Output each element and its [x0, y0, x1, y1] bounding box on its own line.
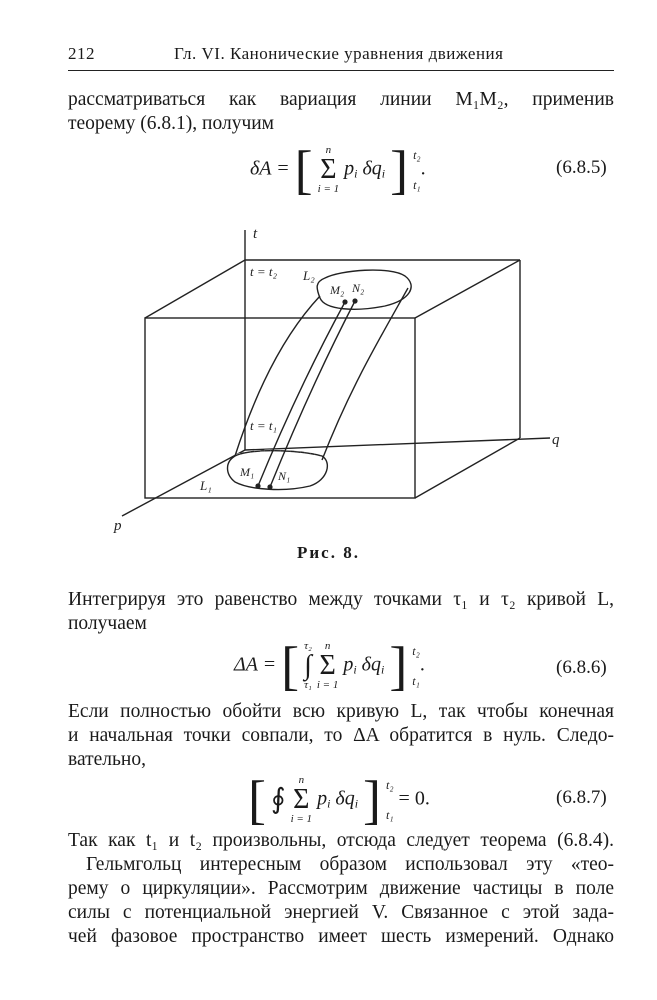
eq5-limit-upper: t₂: [413, 148, 421, 162]
label-t-eq-t1: t = t₁: [250, 418, 278, 433]
para2-line2: получаем: [68, 613, 147, 634]
eq6-sum-lower: i = 1: [316, 679, 339, 691]
q-axis: [245, 438, 550, 450]
para4-line4: силы с потенциальной энергией V. Связанное с этой зада-: [68, 902, 614, 923]
label-t-eq-t2: t = t₂: [250, 264, 278, 279]
eq6-limit-upper: t₂: [412, 644, 420, 658]
eq7-sum: [291, 774, 312, 826]
eq7-limit-upper: t₂: [386, 778, 394, 792]
eq6-limit-lower: t₁: [412, 674, 420, 688]
eq7-left-bracket: [: [248, 770, 266, 830]
eq5-p-sub: i: [354, 166, 358, 181]
eq6-dq: δq: [361, 653, 381, 676]
point-N2: [352, 298, 357, 303]
eq7-right-bracket: ]: [363, 770, 382, 830]
eq5-p: p: [344, 157, 355, 180]
eq7-p-sub: i: [327, 796, 331, 811]
eq6-limits: [412, 636, 420, 696]
para3-line2: и начальная точки совпали, то ΔA обратится в нуль. Следо-: [68, 725, 614, 746]
line-M1M2: [258, 302, 345, 486]
para2-line1: Интегрируя это равенство между точками τ₁ и τ₂ кривой L,: [68, 589, 614, 610]
point-M1: [255, 483, 260, 488]
label-p: p: [114, 518, 122, 534]
figure-caption: Рис. 8.: [297, 543, 360, 562]
eq7-number: (6.8.7): [556, 787, 607, 808]
label-N2: N₂: [352, 281, 365, 295]
label-L1: L₁: [200, 478, 212, 493]
eq5-sum-upper: n: [325, 144, 332, 156]
equation-6-8-5: δA = [ n Σ i = 1 $p_i$ $\delta q_i$ ] t₂ t₁ .: [250, 140, 426, 200]
tube-right-edge: [322, 288, 408, 460]
header-rule: [68, 70, 614, 71]
label-M1: M₁: [240, 465, 255, 479]
eq5-limit-lower: t₁: [413, 178, 421, 192]
eq7-limit-lower: t₁: [386, 808, 394, 822]
para4-line5: чей фазовое пространство имеет шесть измерений. Однако: [68, 926, 614, 947]
label-N1: N₁: [278, 469, 291, 483]
eq6-sum-upper: n: [324, 640, 331, 652]
para4-line1: Так как t₁ и t₂ произвольны, отсюда следует теорема (6.8.4).: [68, 830, 614, 851]
page-header: [68, 44, 614, 68]
label-M2: M₂: [330, 283, 345, 297]
label-L2: L₂: [303, 268, 315, 283]
box-top-left-edge: [145, 260, 245, 318]
label-t: t: [253, 226, 258, 242]
eq7-contour-integral: [270, 784, 286, 815]
eq5-sum: [318, 144, 339, 196]
eq5-limits: [413, 140, 421, 200]
eq5-right-bracket: ]: [390, 140, 409, 200]
eq6-number: (6.8.6): [556, 657, 607, 678]
eq7-sum-upper: n: [298, 774, 305, 786]
eq7-limits: [386, 770, 394, 830]
eq7-contour-sign: ∮: [270, 784, 286, 815]
eq6-sum: [317, 640, 338, 692]
eq6-right-bracket: ]: [389, 636, 408, 696]
eq6-int-upper: τ₂: [304, 640, 312, 652]
p-axis: [122, 450, 245, 516]
eq7-sigma: Σ: [293, 784, 310, 815]
point-M2: [342, 299, 347, 304]
para1-line2: теорему (6.8.1), получим: [68, 113, 275, 134]
eq6-sigma: Σ: [319, 650, 336, 681]
eq5-lhs: δA =: [250, 157, 290, 180]
eq5-number: (6.8.5): [556, 157, 607, 178]
box-top-right-edge: [415, 260, 520, 318]
eq7-dq: δq: [335, 787, 355, 810]
eq7-p: p: [317, 787, 328, 810]
chapter-title: Гл. VI. Канонические уравнения движения: [174, 44, 504, 63]
line-N1N2: [270, 301, 355, 487]
label-q: q: [552, 432, 560, 448]
point-N1: [267, 484, 272, 489]
equation-6-8-7: [248, 770, 430, 830]
box-bottom-right-edge: [415, 438, 520, 498]
eq5-left-bracket: [: [294, 140, 313, 200]
eq7-sum-lower: i = 1: [290, 813, 313, 825]
equation-6-8-6: ΔA = [ τ₂ ∫ τ₁ n Σ i = 1 $p_i$ $\delta q_i$ ] t₂ t₁ .: [234, 636, 425, 696]
eq6-integral-sign: ∫: [304, 650, 312, 681]
eq6-lhs: ΔA =: [234, 653, 277, 676]
eq6-p: p: [343, 653, 354, 676]
eq5-sum-lower: i = 1: [317, 183, 340, 195]
para3-line3: вательно,: [68, 749, 146, 770]
eq7-dq-sub: i: [354, 796, 359, 811]
eq6-dq-sub: i: [380, 662, 385, 677]
eq7-rhs: = 0.: [398, 787, 430, 810]
para3-line1: Если полностью обойти всю кривую L, так чтобы конечная: [68, 701, 614, 722]
para4-line2: Гельмгольц интересным образом использовал эту «тео-: [86, 854, 614, 875]
page-number: 212: [68, 44, 95, 63]
para4-line3: рему о циркуляции». Рассмотрим движение частицы в поле: [68, 878, 614, 899]
eq6-int-lower: τ₁: [304, 679, 312, 691]
figure-8: [100, 218, 570, 538]
eq6-p-sub: i: [353, 662, 357, 677]
eq5-dq-sub: i: [381, 166, 386, 181]
eq6-integral: [304, 640, 312, 692]
eq5-sigma: Σ: [320, 154, 337, 185]
para1-line1: рассматриваться как вариация линии M₁M₂, применив: [68, 89, 614, 110]
eq6-left-bracket: [: [281, 636, 300, 696]
eq5-dq: δq: [362, 157, 382, 180]
